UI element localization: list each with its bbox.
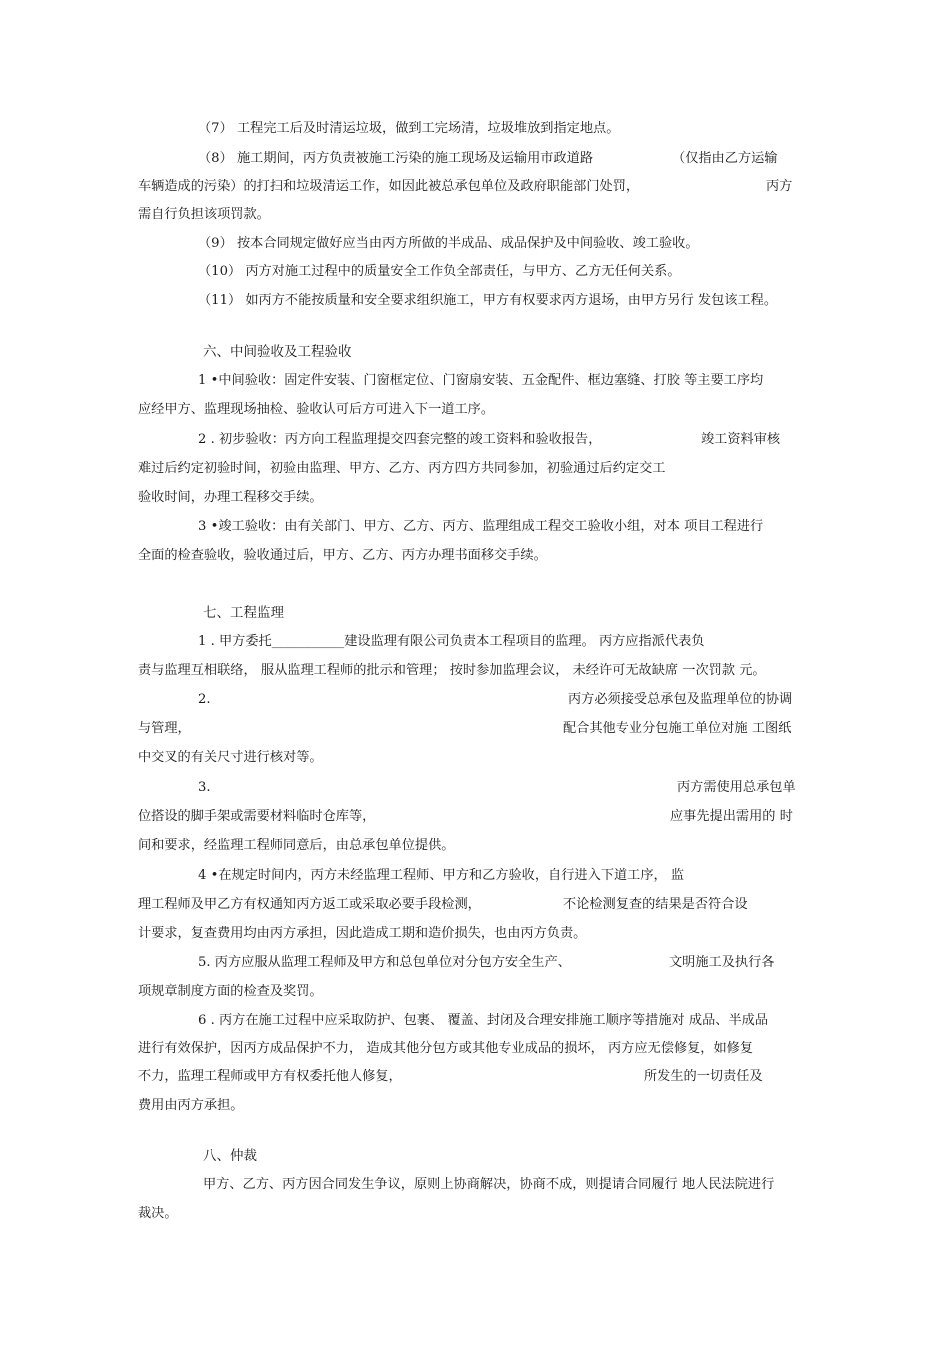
section-6-heading: 六、中间验收及工程验收 [203, 344, 352, 360]
sec7-item3-line2a: 位搭设的脚手架或需要材料临时仓库等， [138, 809, 376, 824]
sec7-item6-line3a: 不力，监理工程师或甲方有权委托他人修复， [138, 1069, 402, 1084]
sec8-line2: 裁决。 [138, 1206, 178, 1221]
sec8-line1: 甲方、乙方、丙方因合同发生争议，原则上协商解决，协商不成，则提请合同履行 地人民法院进行 [203, 1177, 775, 1192]
sec7-item6-line2: 进行有效保护，因丙方成品保护不力， 造成其他分包方或其他专业成品的损坏， 丙方应无偿修复，如修复 [138, 1041, 754, 1056]
sec7-item1-line2: 责与监理互相联络， 服从监理工程师的批示和管理； 按时参加监理会议， 未经许可无故缺席 一次罚款 元。 [138, 663, 766, 678]
sec6-item3-line1: 3 •竣工验收：由有关部门、甲方、乙方、丙方、监理组成工程交工验收小组，对本 项目工程进行 [198, 519, 764, 534]
sec6-item2-line1a: 2 . 初步验收：丙方向工程监理提交四套完整的竣工资料和验收报告， [198, 432, 602, 447]
sec6-item2-line2: 难过后约定初验时间，初验由监理、甲方、乙方、丙方四方共同参加，初验通过后约定交工 [138, 461, 666, 476]
sec7-item3-line3: 间和要求，经监理工程师同意后，由总承包单位提供。 [138, 838, 455, 853]
sec7-item2-line1b: 丙方必须接受总承包及监理单位的协调 [568, 692, 793, 707]
sec7-item6-line4: 费用由丙方承担。 [138, 1098, 244, 1113]
sec7-item2-line2a: 与管理， [138, 721, 191, 736]
sec7-item6-line3b: 所发生的一切责任及 [644, 1069, 763, 1084]
sec7-item3-line1b: 丙方需使用总承包单 [677, 780, 796, 795]
clause-8-line1a: （8） 施工期间，丙方负责被施工污染的施工现场及运输用市政道路 [198, 151, 594, 166]
sec7-item3-line2b: 应事先提出需用的 时 [670, 809, 793, 824]
sec7-item2-line2b: 配合其他专业分包施工单位对施 工图纸 [563, 721, 792, 736]
sec7-item4-line3: 计要求，复查费用均由丙方承担，因此造成工期和造价损失，也由丙方负责。 [138, 926, 587, 941]
sec6-item3-line2: 全面的检查验收，验收通过后，甲方、乙方、丙方办理书面移交手续。 [138, 548, 547, 563]
sec6-item1-line1: 1 •中间验收：固定件安装、门窗框定位、门窗扇安装、五金配件、框边塞缝、打胶 等主要工序均 [198, 373, 764, 388]
sec7-item3-number: 3. [198, 780, 211, 795]
sec7-item5-line2: 项规章制度方面的检查及奖罚。 [138, 984, 323, 999]
sec7-item4-line2b: 不论检测复查的结果是否符合设 [563, 897, 748, 912]
section-8-heading: 八、仲裁 [203, 1148, 257, 1164]
section-7-heading: 七、工程监理 [203, 605, 284, 621]
clause-8-line1b: （仅指由乙方运输 [672, 151, 778, 166]
sec7-item5-line1a: 5. 丙方应服从监理工程师及甲方和总包单位对分包方安全生产、 [198, 955, 571, 970]
sec7-item5-line1b: 文明施工及执行各 [669, 955, 775, 970]
sec7-item2-number: 2. [198, 692, 211, 707]
sec6-item2-line3: 验收时间，办理工程移交手续。 [138, 490, 323, 505]
sec7-item1-line1: 1 . 甲方委托___________建设监理有限公司负责本工程项目的监理。 丙方应指派代表负 [198, 634, 705, 649]
sec7-item2-line3: 中交叉的有关尺寸进行核对等。 [138, 750, 323, 765]
sec7-item6-line1: 6 . 丙方在施工过程中应采取防护、包裹、 覆盖、封闭及合理安排施工顺序等措施对 成品、半成品 [198, 1013, 769, 1028]
clause-8-line2a: 车辆造成的污染）的打扫和垃圾清运工作，如因此被总承包单位及政府职能部门处罚， [138, 179, 640, 194]
clause-8-line2b: 丙方 [766, 179, 793, 194]
sec7-item4-line1: 4 •在规定时间内，丙方未经监理工程师、甲方和乙方验收，自行进入下道工序， 监 [198, 868, 685, 883]
clause-8-line3: 需自行负担该项罚款。 [138, 207, 270, 222]
clause-11: （11） 如丙方不能按质量和安全要求组织施工，甲方有权要求丙方退场，由甲方另行 发包该工程。 [198, 293, 778, 308]
sec6-item1-line2: 应经甲方、监理现场抽检、验收认可后方可进入下一道工序。 [138, 402, 495, 417]
sec6-item2-line1b: 竣工资料审核 [701, 432, 781, 447]
clause-9: （9） 按本合同规定做好应当由丙方所做的半成品、成品保护及中间验收、竣工验收。 [198, 236, 699, 251]
clause-10: （10） 丙方对施工过程中的质量安全工作负全部责任，与甲方、乙方无任何关系。 [198, 264, 681, 279]
sec7-item4-line2a: 理工程师及甲乙方有权通知丙方返工或采取必要手段检测， [138, 897, 481, 912]
clause-7: （7） 工程完工后及时清运垃圾，做到工完场清，垃圾堆放到指定地点。 [198, 121, 620, 136]
